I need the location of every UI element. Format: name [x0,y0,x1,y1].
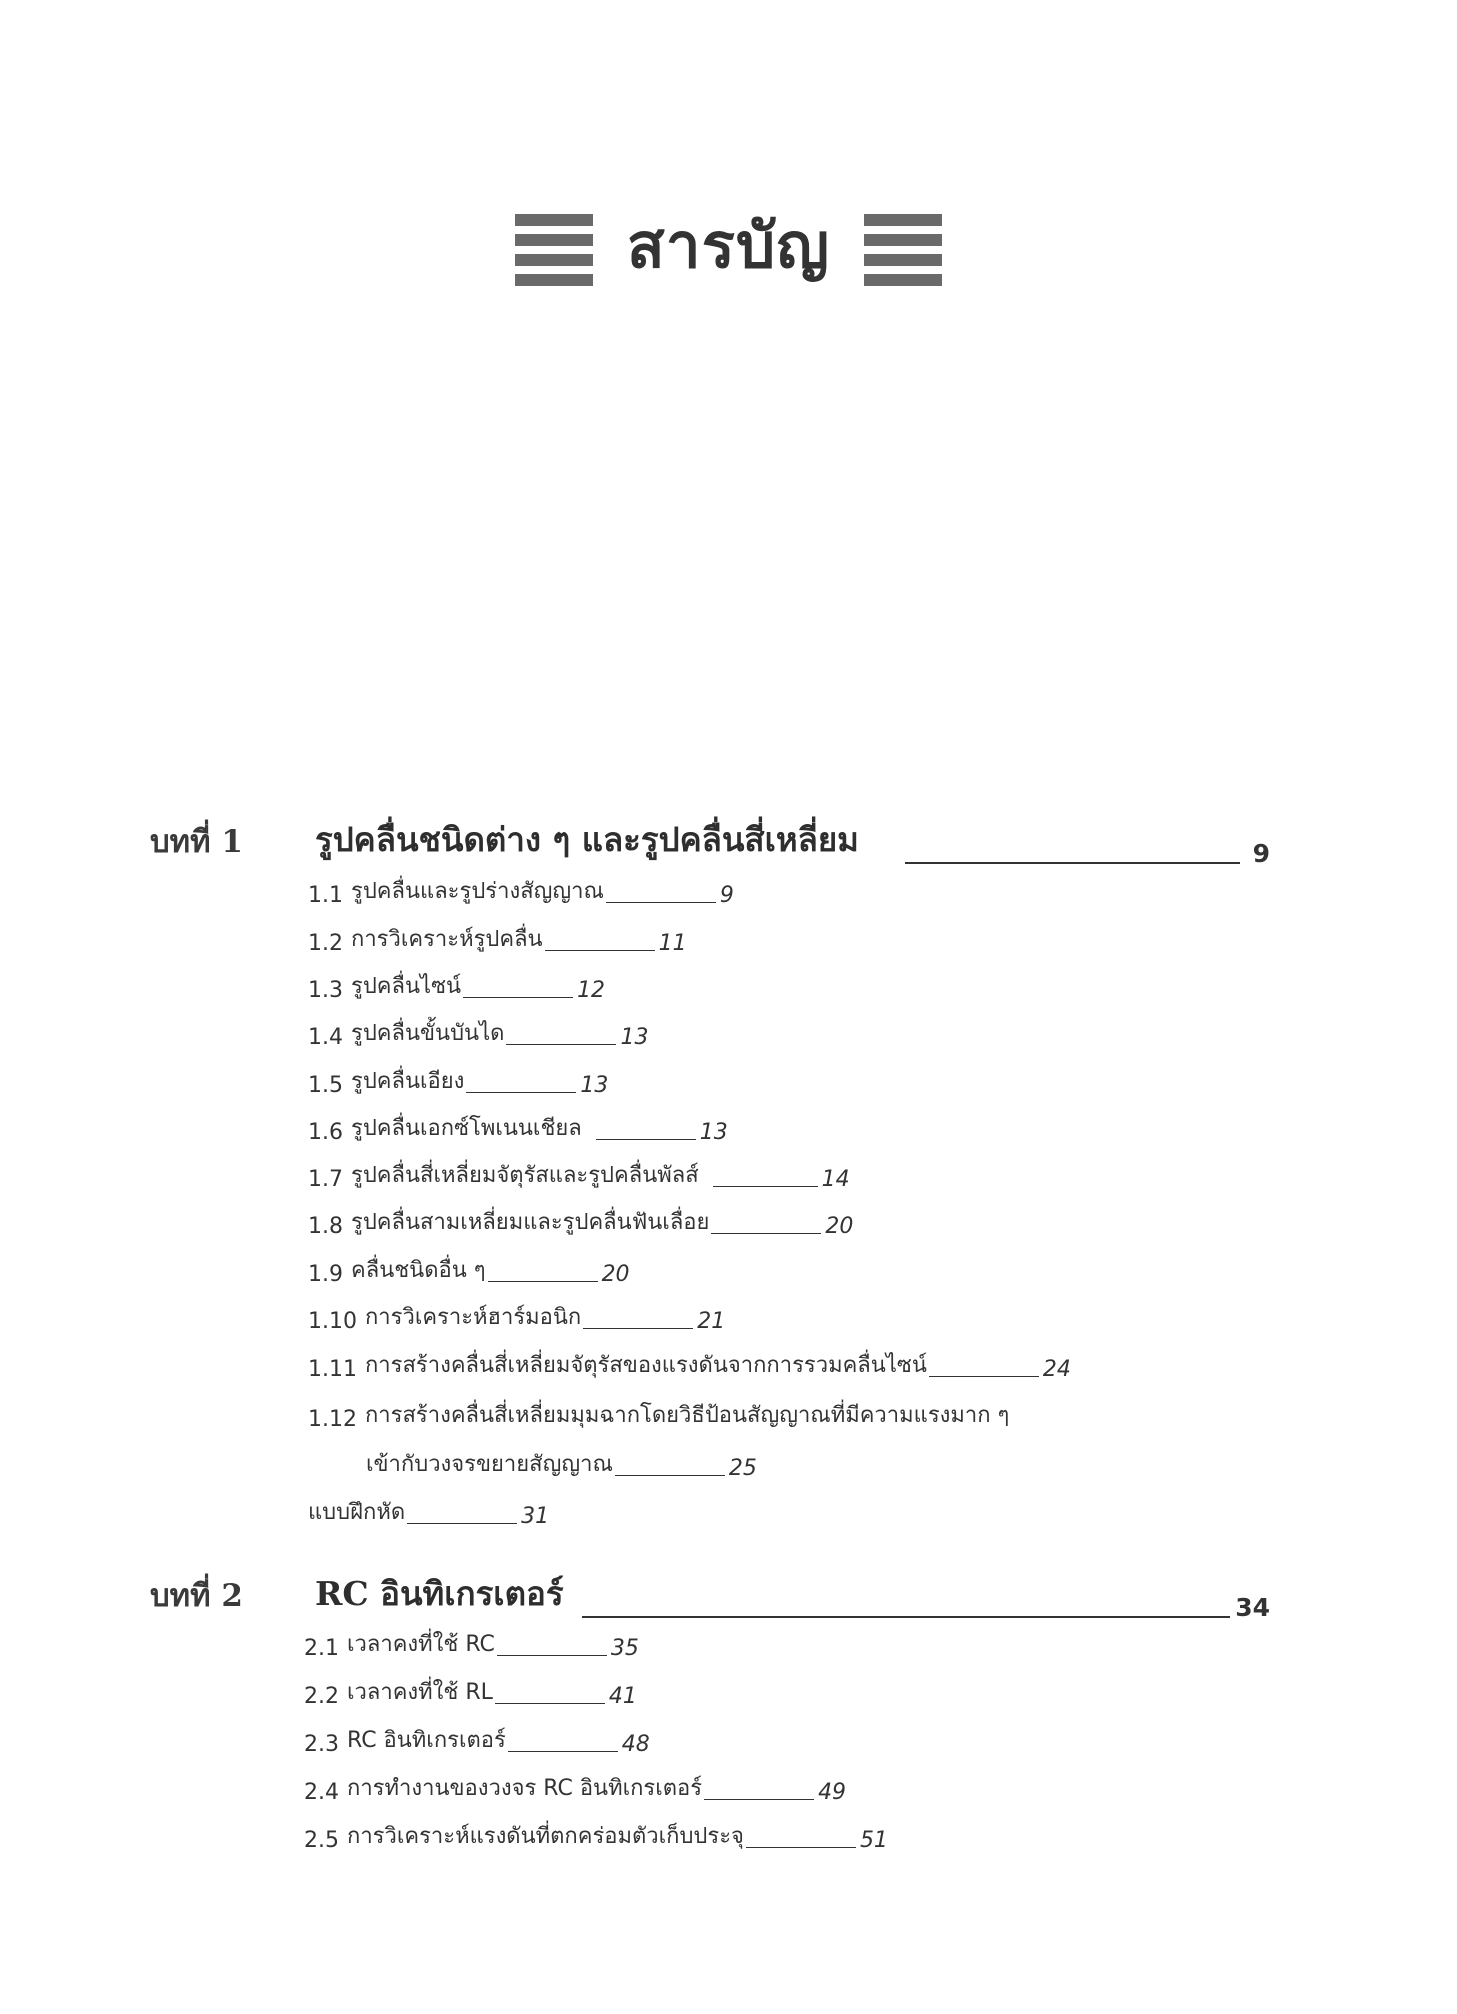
chapter-label: บทที่ 1 [150,824,243,860]
chapter-2-heading[interactable] [150,1566,1270,1626]
entry-number: 2.3 [304,1732,339,1757]
toc-header [0,200,1457,300]
entry-number: 1.7 [308,1167,343,1192]
entry-page: 13 [580,1073,609,1098]
toc-entry[interactable] [308,1014,648,1050]
entry-page: 14 [821,1167,850,1192]
entry-page: 48 [621,1732,650,1757]
entry-text: การสร้างคลื่นสี่เหลี่ยมมุมฉากโดยวิธีป้อนสัญญาณที่มีความแรงมาก ๆ [364,1403,1010,1428]
entry-page: 21 [697,1309,726,1334]
leader-line [711,1233,821,1234]
leader-line [497,1655,607,1656]
leader-line [582,1616,1230,1618]
toc-entry[interactable] [308,1109,728,1145]
chapter-1-heading[interactable] [150,812,1270,872]
toc-entry[interactable] [308,1396,1009,1432]
entry-number: 1.8 [308,1214,343,1239]
leader-line [488,1281,598,1282]
entry-page: 49 [818,1780,847,1805]
toc-entry[interactable] [304,1769,846,1805]
chapter-title: รูปคลื่นชนิดต่าง ๆ และรูปคลื่นสี่เหลี่ยม [315,820,859,859]
entry-text: รูปคลื่นสามเหลี่ยมและรูปคลื่นฟันเลื่อย [351,1210,710,1235]
toc-entry-continuation[interactable] [366,1445,757,1481]
entry-text: คลื่นชนิดอื่น ๆ [351,1258,486,1283]
chapter-page: 34 [1235,1593,1270,1622]
entry-page: 20 [825,1214,854,1239]
leader-line [508,1751,618,1752]
entry-page: 31 [521,1504,550,1529]
entry-page: 12 [577,978,606,1003]
leader-line [615,1475,725,1476]
entry-text: รูปคลื่นเอกซ์โพเนนเชียล [351,1116,582,1141]
entry-number: 1.6 [308,1120,343,1145]
chapter-label: บทที่ 2 [150,1578,243,1614]
entry-text: รูปคลื่นเอียง [351,1069,465,1094]
entry-page: 24 [1042,1357,1071,1382]
toc-entry[interactable] [308,967,605,1003]
entry-page: 13 [620,1025,649,1050]
toc-entry[interactable] [304,1673,637,1709]
entry-text: การวิเคราะห์แรงดันที่ตกคร่อมตัวเก็บประจุ [347,1824,744,1849]
entry-page: 9 [719,883,734,908]
entry-page: 25 [728,1456,757,1481]
entry-page: 41 [608,1684,637,1709]
entry-text: รูปคลื่นสี่เหลี่ยมจัตุรัสและรูปคลื่นพัลส์ [351,1163,699,1188]
chapter-page: 9 [1252,839,1270,868]
leader-line [495,1703,605,1704]
chapter-title: RC อินทิเกรเตอร์ [315,1574,564,1613]
leader-line [466,1092,576,1093]
entry-page: 51 [859,1828,888,1853]
entry-text: เวลาคงที่ใช้ RC [347,1632,495,1657]
toc-entry[interactable] [308,1251,630,1287]
entry-number: 1.3 [308,978,343,1003]
entry-number: 1.9 [308,1262,343,1287]
entry-text: รูปคลื่นขั้นบันได [351,1021,505,1046]
leader-line [506,1044,616,1045]
leader-line [545,950,655,951]
toc-entry[interactable] [308,1062,608,1098]
left-bars-decoration [515,214,593,286]
entry-page: 11 [658,931,687,956]
entry-number: 2.5 [304,1828,339,1853]
leader-line [583,1328,693,1329]
leader-line [407,1523,517,1524]
right-bars-decoration [864,214,942,286]
entry-number: 1.4 [308,1025,343,1050]
entry-number: 2.4 [304,1780,339,1805]
toc-entry[interactable] [304,1817,888,1853]
entry-text: RC อินทิเกรเตอร์ [347,1728,506,1753]
entry-text: การวิเคราะห์ฮาร์มอนิก [364,1305,582,1330]
entry-number: 1.11 [308,1357,357,1382]
entry-number: 1.2 [308,931,343,956]
leader-line [704,1799,814,1800]
leader-line [905,862,1240,864]
page-title: สารบัญ [626,209,831,282]
toc-entry[interactable] [308,1346,1071,1382]
entry-text: การสร้างคลื่นสี่เหลี่ยมจัตุรัสของแรงดันจากการรวมคลื่นไซน์ [364,1353,927,1378]
toc-entry[interactable] [304,1625,639,1661]
entry-text: แบบฝึกหัด [308,1500,406,1525]
entry-text: การทำงานของวงจร RC อินทิเกรเตอร์ [347,1776,703,1801]
leader-line [596,1139,696,1140]
entry-text: เข้ากับวงจรขยายสัญญาณ [366,1452,613,1477]
entry-number: 1.12 [308,1407,357,1432]
entry-page: 35 [610,1636,639,1661]
leader-line [746,1847,856,1848]
entry-number: 2.1 [304,1636,339,1661]
entry-number: 1.1 [308,883,343,908]
entry-page: 20 [601,1262,630,1287]
entry-text: รูปคลื่นไซน์ [351,974,462,999]
toc-entry[interactable] [308,920,687,956]
entry-text: การวิเคราะห์รูปคลื่น [351,927,543,952]
toc-entry[interactable] [308,1298,725,1334]
leader-line [929,1376,1039,1377]
leader-line [463,997,573,998]
entry-page: 13 [699,1120,728,1145]
toc-entry-exercises[interactable] [308,1493,549,1529]
entry-text: รูปคลื่นและรูปร่างสัญญาณ [351,879,604,904]
entry-number: 1.10 [308,1309,357,1334]
entry-number: 1.5 [308,1073,343,1098]
entry-number: 2.2 [304,1684,339,1709]
toc-entry[interactable] [308,1156,850,1192]
leader-line [606,902,716,903]
toc-entry[interactable] [308,872,734,908]
toc-entry[interactable] [304,1721,650,1757]
leader-line [713,1186,818,1187]
entry-text: เวลาคงที่ใช้ RL [347,1680,493,1705]
toc-entry[interactable] [308,1203,853,1239]
